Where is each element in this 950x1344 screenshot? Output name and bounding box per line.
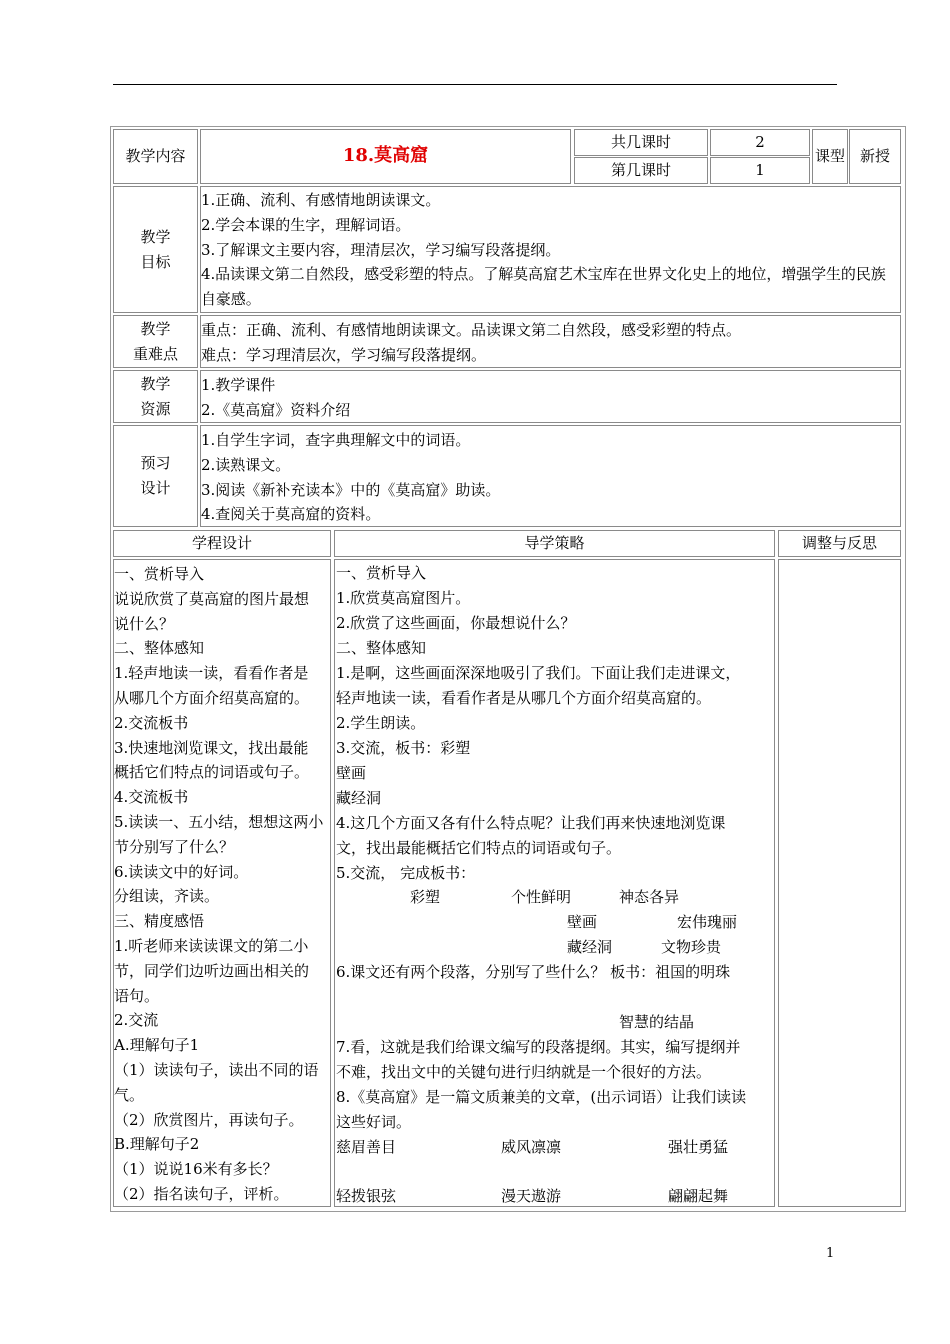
goal-item: 3.了解课文主要内容，理清层次，学习编写段落提纲。 — [201, 240, 561, 259]
label-teaching-content — [113, 129, 198, 184]
preview-content — [200, 425, 901, 527]
board-item: 个性鲜明 — [511, 888, 572, 906]
process-line: 语句。 — [114, 986, 160, 1005]
which-hour-value — [710, 157, 810, 184]
process-line: 一、赏析导入 — [114, 565, 205, 583]
lesson-type-label-text: 课型 — [814, 147, 845, 166]
process-line: 1.听老师来读读课文的第二小 — [114, 936, 309, 955]
column-header-reflection — [778, 530, 901, 557]
resources-label-line2: 资源 — [140, 399, 171, 418]
resources-content — [200, 370, 901, 423]
good-word: 翩翩起舞 — [668, 1187, 729, 1205]
process-line: 概括它们特点的词语或句子。 — [114, 763, 310, 782]
resources-label — [113, 370, 198, 423]
preview-label-line1: 预习 — [140, 454, 171, 472]
column-header-strategy — [334, 530, 775, 557]
lesson-type-value-text: 新授 — [859, 147, 890, 166]
total-hours-value — [710, 129, 810, 156]
board-item: 文物珍贵 — [661, 938, 722, 956]
strategy-line: 2.欣赏了这些画面，你最想说什么？ — [336, 614, 576, 632]
total-hours-value-text: 2 — [755, 133, 765, 152]
process-line: （1）读读句子，读出不同的语 — [114, 1060, 319, 1079]
goals-content — [200, 186, 901, 313]
preview-item: 1.自学生字词，查字典理解文中的词语。 — [201, 431, 471, 449]
process-line: B.理解句子2 — [114, 1135, 200, 1154]
which-hour-value-text: 1 — [755, 161, 765, 180]
board-item: 藏经洞 — [567, 938, 613, 956]
total-hours-label-text: 共几课时 — [610, 133, 671, 152]
strategy-line: 2.学生朗读。 — [336, 714, 426, 732]
header-rule — [113, 84, 837, 85]
preview-label — [113, 425, 198, 527]
strategy-line: 一、赏析导入 — [336, 564, 427, 582]
process-line: 6.读读文中的好词。 — [114, 862, 249, 881]
good-word: 强壮勇猛 — [668, 1138, 729, 1156]
resource-item: 2.《莫高窟》资料介绍 — [201, 400, 351, 419]
strategy-line: 轻声地读一读，看看作者是从哪几个方面介绍莫高窟的。 — [336, 689, 712, 707]
column-header-reflection-text: 调整与反思 — [801, 534, 877, 553]
good-word: 慈眉善目 — [336, 1138, 397, 1156]
strategy-line: 二、整体感知 — [336, 639, 427, 657]
goal-item: 2.学会本课的生字，理解词语。 — [201, 215, 411, 234]
strategy-line: 7.看，这就是我们给课文编写的段落提纲。其实，编写提纲并 — [336, 1038, 741, 1056]
lesson-type-label — [812, 129, 848, 184]
lesson-title: 18.莫高窟 — [342, 145, 429, 167]
lesson-title-cell — [200, 129, 571, 184]
keypoints-label-line2: 重难点 — [132, 344, 178, 363]
column-header-strategy-text: 导学策略 — [524, 534, 585, 553]
process-line: （2）指名读句子，评析。 — [114, 1184, 289, 1203]
strategy-line: 4.这几个方面又各有什么特点呢？让我们再来快速地浏览课 — [336, 814, 726, 832]
strategy-line: 1.是啊，这些画面深深地吸引了我们。下面让我们走进课文， — [336, 664, 741, 682]
preview-label-line2: 设计 — [140, 479, 171, 497]
keypoint-item: 难点：学习理清层次，学习编写段落提纲。 — [201, 345, 487, 364]
resource-item: 1.教学课件 — [201, 376, 276, 394]
board-item: 彩塑 — [410, 888, 441, 906]
process-line: 2.交流 — [114, 1011, 159, 1030]
which-hour-label — [574, 157, 708, 184]
label-text: 教学内容 — [125, 147, 186, 166]
strategy-line: 文，找出最能概括它们特点的词语或句子。 — [336, 839, 622, 857]
good-word: 威风凛凛 — [501, 1138, 562, 1156]
good-word: 轻拨银弦 — [336, 1187, 397, 1205]
preview-item: 3.阅读《新补充读本》中的《莫高窟》助读。 — [201, 480, 501, 499]
resources-label-line1: 教学 — [140, 374, 171, 393]
reflection-column — [778, 559, 901, 1207]
preview-item: 4.查阅关于莫高窟的资料。 — [201, 505, 381, 524]
strategy-line: 这些好词。 — [336, 1113, 412, 1131]
good-word: 漫天遨游 — [501, 1187, 562, 1205]
process-line: 节分别写了什么？ — [114, 837, 235, 856]
keypoints-label-line1: 教学 — [140, 319, 171, 338]
goals-label-line2: 目标 — [140, 252, 171, 271]
process-line: （2）欣赏图片，再读句子。 — [114, 1110, 304, 1129]
strategy-line: 智慧的结晶 — [619, 1013, 695, 1031]
process-line: 分组读，齐读。 — [114, 887, 220, 906]
process-line: 说什么？ — [114, 614, 175, 633]
preview-item: 2.读熟课文。 — [201, 455, 291, 474]
process-line: 3.快速地浏览课文，找出最能 — [114, 738, 309, 757]
process-line: 二、整体感知 — [114, 639, 205, 658]
process-line: 2.交流板书 — [114, 713, 189, 732]
strategy-line: 8.《莫高窟》是一篇文质兼美的文章，(出示词语）让我们读读 — [336, 1088, 747, 1106]
process-column — [113, 559, 331, 1207]
process-line: 节，同学们边听边画出相关的 — [114, 961, 310, 980]
total-hours-label — [574, 129, 708, 156]
strategy-line: 1.欣赏莫高窟图片。 — [336, 589, 471, 607]
goal-item: 4.品读课文第二自然段，感受彩塑的特点。了解莫高窟艺术宝库在世界文化史上的地位，增强学生的民族自豪感。 — [201, 265, 886, 309]
keypoints-label — [113, 315, 198, 368]
process-line: 说说欣赏了莫高窟的图片最想 — [114, 589, 310, 608]
strategy-line: 藏经洞 — [336, 789, 382, 807]
strategy-line: 5.交流， 完成板书： — [336, 864, 476, 882]
strategy-line: 6.课文还有两个段落，分别写了些什么？ 板书：祖国的明珠 — [336, 963, 731, 981]
column-header-process-text: 学程设计 — [191, 534, 252, 553]
board-item: 宏伟瑰丽 — [677, 913, 738, 931]
strategy-line: 3.交流，板书：彩塑 — [336, 739, 471, 757]
goal-item: 1.正确、流利、有感情地朗读课文。 — [201, 191, 441, 209]
process-line: 4.交流板书 — [114, 788, 189, 807]
process-line: （1）说说16米有多长？ — [114, 1160, 278, 1179]
process-line: 5.读读一、五小结，想想这两小 — [114, 812, 324, 831]
column-header-process — [113, 530, 331, 557]
keypoints-content — [200, 315, 901, 368]
strategy-line: 不难，找出文中的关键句进行归纳就是一个很好的方法。 — [336, 1063, 712, 1081]
process-line: A.理解句子1 — [114, 1036, 200, 1055]
board-item: 壁画 — [567, 913, 598, 931]
goals-label-line1: 教学 — [140, 227, 171, 246]
lesson-type-value — [849, 129, 901, 184]
goals-label — [113, 186, 198, 313]
process-line: 气。 — [114, 1085, 145, 1104]
process-line: 从哪几个方面介绍莫高窟的。 — [114, 688, 310, 707]
process-line: 1.轻声地读一读，看看作者是 — [114, 664, 309, 683]
process-line: 三、精度感悟 — [114, 912, 205, 931]
which-hour-label-text: 第几课时 — [610, 161, 671, 180]
page-number: 1 — [826, 1246, 835, 1261]
board-item: 神态各异 — [619, 888, 680, 906]
keypoint-item: 重点：正确、流利、有感情地朗读课文。品读课文第二自然段，感受彩塑的特点。 — [201, 321, 742, 339]
strategy-line: 壁画 — [336, 764, 367, 782]
